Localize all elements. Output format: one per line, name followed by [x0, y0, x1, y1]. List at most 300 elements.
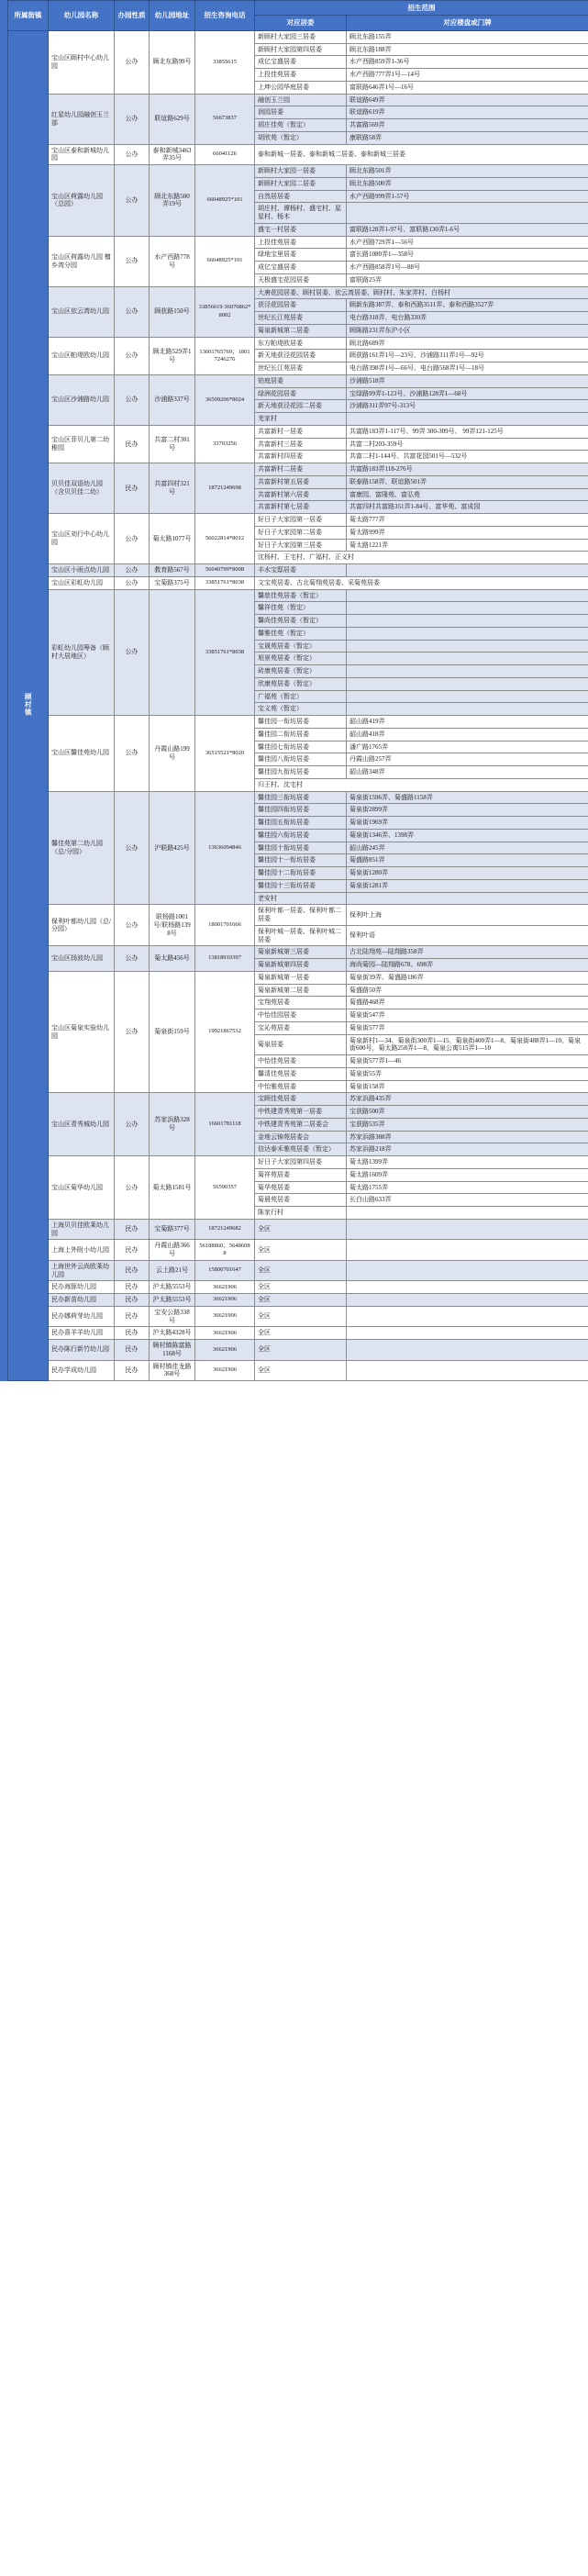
juwei-cell: 世纪长江苑居委	[255, 362, 347, 375]
table-row	[8, 463, 588, 476]
scope-cell-merged: 沈杨村、王宅村、广福村、正义村	[255, 552, 588, 564]
table-row	[8, 286, 588, 299]
building-cell: 水产西路859弄1-36号	[347, 56, 588, 69]
building-cell: 共富二村1-144号、共富花园501号—532号	[347, 451, 588, 463]
building-cell: 韶山路348弄	[347, 766, 588, 779]
nature-cell: 公办	[115, 165, 150, 237]
kindergarten-name-cell: 宝山区依云湾幼儿园	[49, 286, 115, 337]
building-cell	[347, 1340, 588, 1361]
juwei-cell: 宝义苑（暂定）	[255, 703, 347, 716]
scope-cell-merged: 归王村、沈宅村	[255, 778, 588, 791]
building-cell	[347, 1219, 588, 1240]
building-cell: 水产西路777弄1号—14号	[347, 69, 588, 82]
kindergarten-name-cell: 宝山区刘行中心幼儿园	[49, 514, 115, 564]
juwei-cell: 天极盛宅花园居委	[255, 273, 347, 286]
building-cell	[347, 703, 588, 716]
kindergarten-name-cell: 宝山区帕堤欧幼儿园	[49, 337, 115, 374]
building-cell: 顾北路689弄	[347, 337, 588, 350]
phone-cell: 36621906	[195, 1281, 255, 1294]
table-row	[8, 236, 588, 249]
building-cell: 顾北东路188弄	[347, 43, 588, 56]
building-cell: 菊太路1755弄	[347, 1181, 588, 1194]
building-cell: 电台路318弄、电台路330弄	[347, 312, 588, 325]
phone-cell: 15800701647	[195, 1260, 255, 1281]
building-cell: 韶山路418弄	[347, 728, 588, 741]
kindergarten-name-cell: 宝山区荷露幼儿园 檀乡湾分园	[49, 236, 115, 286]
scope-cell-merged: 泰和新城一居委、泰和新城二居委、泰和新城三居委	[255, 144, 588, 165]
juwei-cell: 全区	[255, 1240, 347, 1261]
scope-cell-merged: 文宝苑居委、古北菊翔苑居委、采菊苑居委	[255, 576, 588, 589]
table-row	[8, 144, 588, 165]
building-cell: 共富路183弄1-117号、99弄 300-309号、 99弄121-125号	[347, 425, 588, 438]
header-street: 所属街镇	[8, 1, 49, 31]
juwei-cell: 菊泉居委	[255, 1034, 347, 1055]
juwei-cell: 菊晨苑居委	[255, 1194, 347, 1207]
phone-cell: 66041126	[195, 144, 255, 165]
table-row	[8, 946, 588, 959]
juwei-cell: 胡欣苑（暂定）	[255, 131, 347, 144]
table-row	[8, 1340, 588, 1361]
kindergarten-name-cell: 宝山区泰和新城幼儿园	[49, 144, 115, 165]
table-row	[8, 337, 588, 350]
building-cell	[347, 892, 588, 905]
phone-cell: 36621906	[195, 1294, 255, 1307]
phone-cell: 36515521*8020	[195, 716, 255, 792]
juwei-cell: 欣康苑居委（暂定）	[255, 677, 347, 690]
building-cell: 共富二村203-359号	[347, 438, 588, 451]
building-cell	[347, 413, 588, 426]
building-cell	[347, 677, 588, 690]
phone-cell: 33851761*8038	[195, 576, 255, 589]
kindergarten-name-cell: 宝山区顾村中心幼儿园	[49, 30, 115, 94]
address-cell: 顾北路529弄1号	[150, 337, 195, 374]
nature-cell: 公办	[115, 514, 150, 564]
building-cell: 共富路183弄118-276号	[347, 463, 588, 476]
juwei-cell: 好日子大家园第四居委	[255, 1156, 347, 1169]
juwei-cell: 中怡雅苑居委	[255, 1080, 347, 1093]
kindergarten-name-cell: 民办新苗幼儿园	[49, 1294, 115, 1307]
building-cell	[347, 690, 588, 703]
juwei-cell: 成亿宝盛居委	[255, 56, 347, 69]
table-row	[8, 1294, 588, 1307]
building-cell: 共富四村共富路351弄1-84号、富华苑、富成园	[347, 501, 588, 514]
nature-cell: 公办	[115, 791, 150, 905]
juwei-cell: 丰水宝邸居委	[255, 564, 347, 577]
nature-cell: 民办	[115, 425, 150, 463]
building-cell: 水产西路858弄1号—88号	[347, 262, 588, 274]
juwei-cell: 新顾村大家园三居委	[255, 30, 347, 43]
kindergarten-name-cell: 民办学成幼儿园	[49, 1360, 115, 1381]
building-cell	[347, 203, 588, 224]
header-phone: 招生咨询电话	[195, 1, 255, 31]
address-cell: 共富二村301号	[150, 425, 195, 463]
juwei-cell: 馨佳园三衔坊居委	[255, 791, 347, 804]
juwei-cell: 馨佳园十三衔坊居委	[255, 879, 347, 892]
building-cell: 电台路398弄1号—66号、电台路568弄1号—18号	[347, 362, 588, 375]
juwei-cell: 共富新村一居委	[255, 425, 347, 438]
address-cell: 云上路21号	[150, 1260, 195, 1281]
building-cell	[347, 1207, 588, 1220]
juwei-cell: 金地云锦苑居委会	[255, 1131, 347, 1143]
phone-cell: 19921867532	[195, 971, 255, 1093]
address-cell: 沪联路425号	[150, 791, 195, 905]
building-cell	[347, 1240, 588, 1261]
nature-cell: 公办	[115, 374, 150, 425]
building-cell	[347, 1306, 588, 1327]
kindergarten-name-cell: 宝山区馨佳苑幼儿园	[49, 716, 115, 792]
nature-cell: 公办	[115, 946, 150, 972]
building-cell: 菊盛路468弄	[347, 997, 588, 1009]
address-cell: 菊太路456号	[150, 946, 195, 972]
nature-cell: 公办	[115, 144, 150, 165]
building-cell: 菊泉街55弄	[347, 1067, 588, 1080]
phone-cell: 56188860；56486088	[195, 1240, 255, 1261]
building-cell: 菊泉街1969弄	[347, 817, 588, 830]
building-cell: 韶山路419弄	[347, 716, 588, 729]
building-cell: 菊泉新村1—34、菊泉街300弄1—15、菊泉街400弄1—8、菊泉街488弄1—10、菊泉街600号，菊太路258弄1—8、菊泉公寓515弄1—10	[347, 1034, 588, 1055]
nature-cell: 民办	[115, 1327, 150, 1340]
juwei-cell: 全区	[255, 1281, 347, 1294]
table-row	[8, 589, 588, 602]
table-row	[8, 576, 588, 589]
building-cell: 丹霞山路257弄	[347, 753, 588, 766]
kindergarten-name-cell: 上海上外附小幼儿园	[49, 1240, 115, 1261]
building-cell	[347, 1327, 588, 1340]
building-cell: 苏家浜路435弄	[347, 1093, 588, 1106]
address-cell: 共富四村321号	[150, 463, 195, 514]
building-cell: 顾北东路155弄	[347, 30, 588, 43]
juwei-cell: 全区	[255, 1219, 347, 1240]
nature-cell: 公办	[115, 1093, 150, 1156]
nature-cell: 公办	[115, 576, 150, 589]
table-row	[8, 165, 588, 178]
address-cell: 菊泉街159号	[150, 971, 195, 1093]
building-cell	[347, 589, 588, 602]
juwei-cell: 胡庄佳苑（暂定）	[255, 119, 347, 132]
building-cell: 长白山路633弄	[347, 1194, 588, 1207]
address-cell: 宝菊路377号	[150, 1219, 195, 1240]
kindergarten-enrollment-table	[7, 0, 588, 1381]
address-cell: 沪太路4328号	[150, 1327, 195, 1340]
building-cell: 富康园、富隆苑、富弘苑	[347, 488, 588, 501]
juwei-cell: 中铁建青秀苑第二居委会	[255, 1118, 347, 1131]
juwei-cell: 馨清佳苑居委	[255, 1067, 347, 1080]
address-cell	[150, 589, 195, 716]
table-row	[8, 1240, 588, 1261]
kindergarten-name-cell: 民办娜荷芽幼儿园	[49, 1306, 115, 1327]
address-cell: 联杨路1001号/联杨路1398号	[150, 905, 195, 946]
building-cell: 水产西路729弄1—56号	[347, 236, 588, 249]
phone-cell: 36621906	[195, 1306, 255, 1327]
building-cell: 沙浦路518弄	[347, 374, 588, 387]
phone-cell: 16601781118	[195, 1093, 255, 1156]
table-row	[8, 1360, 588, 1381]
juwei-cell: 馨佳园五衔坊居委	[255, 817, 347, 830]
nature-cell: 公办	[115, 94, 150, 144]
juwei-cell: 馨佳园十衔坊居委	[255, 842, 347, 854]
juwei-cell: 中怡佳园居委	[255, 1009, 347, 1022]
building-cell: 海尚菊园—陆翔路678、698弄	[347, 959, 588, 972]
juwei-cell: 馨佳园四衔坊居委	[255, 804, 347, 817]
phone-cell: 56590357	[195, 1156, 255, 1220]
phone-cell: 66048925*101	[195, 165, 255, 237]
kindergarten-name-cell: 宝山区小雨点幼儿园	[49, 564, 115, 577]
nature-cell: 公办	[115, 236, 150, 286]
address-cell: 丹霞山路366号	[150, 1240, 195, 1261]
address-cell: 联谊路629号	[150, 94, 195, 144]
juwei-cell: 馨佳园二衔坊居委	[255, 728, 347, 741]
juwei-cell: 全区	[255, 1260, 347, 1281]
phone-cell: 33856619 36070862*8002	[195, 286, 255, 337]
juwei-cell: 获泾花园居委	[255, 299, 347, 312]
nature-cell: 公办	[115, 1156, 150, 1220]
street-cell	[8, 30, 49, 1380]
building-cell: 宝获路500弄	[347, 1106, 588, 1119]
phone-cell: 33855615	[195, 30, 255, 94]
kindergarten-name-cell: 民办陈行新竹幼儿园	[49, 1340, 115, 1361]
nature-cell: 民办	[115, 1360, 150, 1381]
nature-cell: 公办	[115, 30, 150, 94]
juwei-cell: 新天地获泾花园居委	[255, 350, 347, 362]
address-cell: 丹霞山路199号	[150, 716, 195, 792]
juwei-cell: 共富新村第七居委	[255, 501, 347, 514]
header-building: 对应楼盘或门牌	[347, 16, 588, 30]
phone-cell: 13636094846	[195, 791, 255, 905]
table-row	[8, 1093, 588, 1106]
juwei-cell: 共富新村四居委	[255, 451, 347, 463]
building-cell: 潘广路1765弄	[347, 741, 588, 753]
building-cell: 顾陈路231弄东沪小区	[347, 324, 588, 337]
kindergarten-name-cell: 保利叶都幼儿园（总/分园）	[49, 905, 115, 946]
juwei-cell: 共富新村二居委	[255, 463, 347, 476]
juwei-cell: 菊泉新城第二居委	[255, 984, 347, 997]
header-nature: 办园性质	[115, 1, 150, 31]
building-cell: 古北陆翔苑—陆翔路358弄	[347, 946, 588, 959]
header-scope: 招生范围	[255, 1, 588, 16]
address-cell: 顾北东路500弄19号	[150, 165, 195, 237]
phone-cell: 18001701666	[195, 905, 255, 946]
building-cell: 苏家浜路388弄	[347, 1131, 588, 1143]
juwei-cell: 融创玉兰园	[255, 94, 347, 106]
juwei-cell: 宝翔苑居委	[255, 997, 347, 1009]
building-cell	[347, 564, 588, 577]
kindergarten-name-cell: 宝山区沙浦路幼儿园	[49, 374, 115, 425]
address-cell: 顾村镇佳龙路368号	[150, 1360, 195, 1381]
phone-cell: 13818910397	[195, 946, 255, 972]
juwei-cell: 润园居委	[255, 106, 347, 119]
address-cell: 沪太路5553号	[150, 1294, 195, 1307]
address-cell: 苏家浜路328号	[150, 1093, 195, 1156]
table-row	[8, 94, 588, 106]
street-label: 顾村镇	[24, 692, 33, 717]
building-cell	[347, 627, 588, 640]
phone-cell: 33851761*8038	[195, 589, 255, 716]
kindergarten-name-cell: 民办海豚幼儿园	[49, 1281, 115, 1294]
table-header	[8, 1, 588, 31]
address-cell: 沙浦路337号	[150, 374, 195, 425]
building-cell: 富联路25弄	[347, 273, 588, 286]
juwei-cell: 共富新村三居委	[255, 438, 347, 451]
juwei-cell: 老安村	[255, 892, 347, 905]
table-row	[8, 1281, 588, 1294]
building-cell: 菊盛路50弄	[347, 984, 588, 997]
building-cell: 共富路569弄	[347, 119, 588, 132]
building-cell: 韶山路245弄	[347, 842, 588, 854]
building-cell: 菊泉街1346弄、1398弄	[347, 829, 588, 842]
building-cell: 沙浦路311弄97号-313号	[347, 400, 588, 413]
juwei-cell: 上投佳苑居委	[255, 69, 347, 82]
juwei-cell: 馨雅佳苑（暂定）	[255, 627, 347, 640]
building-cell: 菊泉街1280弄	[347, 867, 588, 880]
phone-cell: 56022814*8012	[195, 514, 255, 564]
juwei-cell: 好日子大家园第三居委	[255, 539, 347, 552]
juwei-cell: 宝顾佳苑居委	[255, 1093, 347, 1106]
kindergarten-name-cell: 宝山区菲贝儿第二幼稚园	[49, 425, 115, 463]
juwei-cell: 胡庄村、谭杨村、盛宅村、星星村、杨木	[255, 203, 347, 224]
building-cell	[347, 1360, 588, 1381]
address-cell: 菊太路1077号	[150, 514, 195, 564]
juwei-cell: 宝沁苑居委	[255, 1021, 347, 1034]
phone-cell: 36509206*8024	[195, 374, 255, 425]
table-row	[8, 425, 588, 438]
kindergarten-name-cell: 民办喜羊羊幼儿园	[49, 1327, 115, 1340]
juwei-cell: 中铁建青秀苑第一居委	[255, 1106, 347, 1119]
juwei-cell: 馨佳园十一衔坊居委	[255, 854, 347, 867]
building-cell: 菊太路1399弄	[347, 1156, 588, 1169]
juwei-cell: 宝晟苑居委（暂定）	[255, 640, 347, 652]
building-cell: 菊泉街547弄	[347, 1009, 588, 1022]
building-cell	[347, 1294, 588, 1307]
building-cell: 联谊路649弄	[347, 94, 588, 106]
nature-cell: 公办	[115, 971, 150, 1093]
phone-cell: 36621906	[195, 1327, 255, 1340]
building-cell: 水产西路999弄1-57号	[347, 190, 588, 203]
juwei-cell: 新顾村大家园一居委	[255, 165, 347, 178]
juwei-cell: 保利叶都一居委、保利叶都二居委	[255, 905, 347, 926]
juwei-cell: 成亿宝盛居委	[255, 262, 347, 274]
header-address: 幼儿园地址	[150, 1, 195, 31]
building-cell: 菊泉街1596弄、菊盛路1158弄	[347, 791, 588, 804]
juwei-cell: 保利叶城一居委、保利叶城二居委	[255, 925, 347, 946]
juwei-cell: 好日子大家园第二居委	[255, 526, 347, 539]
building-cell: 顾新东路387弄、泰和西路3511弄、泰和西路3527弄	[347, 299, 588, 312]
table-row	[8, 374, 588, 387]
building-cell: 苏家浜路218弄	[347, 1143, 588, 1156]
juwei-cell: 菊泉新城第一居委	[255, 971, 347, 984]
kindergarten-name-cell: 馨佳苑第二幼儿园 （总/分园）	[49, 791, 115, 905]
juwei-cell: 共富新村第五居委	[255, 475, 347, 488]
table-row	[8, 1156, 588, 1169]
juwei-cell: 馨尚佳苑居委（暂定）	[255, 615, 347, 628]
phone-cell: 18721249698	[195, 463, 255, 514]
kindergarten-name-cell: 上海世外云尚欧莱幼儿园	[49, 1260, 115, 1281]
kindergarten-name-cell: 宝山区菊华幼儿园	[49, 1156, 115, 1220]
juwei-cell: 绿洲花园居委	[255, 387, 347, 400]
phone-cell: 66048925*101	[195, 236, 255, 286]
nature-cell: 公办	[115, 286, 150, 337]
nature-cell: 公办	[115, 337, 150, 374]
juwei-cell: 旭景苑居委（暂定）	[255, 652, 347, 665]
building-cell: 富长路1080弄1—358号	[347, 249, 588, 262]
kindergarten-name-cell: 贝贝佳双语幼儿园 （含贝贝佳二幼）	[49, 463, 115, 514]
building-cell: 菊太路1221弄	[347, 539, 588, 552]
building-cell: 联谊路619弄	[347, 106, 588, 119]
juwei-cell: 绿地宝里居委	[255, 249, 347, 262]
juwei-cell: 全区	[255, 1360, 347, 1381]
address-cell: 沪太路5553号	[150, 1281, 195, 1294]
juwei-cell: 馨佳园九衔坊居委	[255, 766, 347, 779]
juwei-cell: 自然居居委	[255, 190, 347, 203]
nature-cell: 民办	[115, 1306, 150, 1327]
nature-cell: 公办	[115, 716, 150, 792]
juwei-cell: 全区	[255, 1340, 347, 1361]
building-cell: 菊太路999弄	[347, 526, 588, 539]
scope-cell-merged: 大唐花园居委、顾村居委、依云湾居委、顾村村、朱家弄村、白杨村	[255, 286, 588, 299]
building-cell: 保利叶上海	[347, 905, 588, 926]
juwei-cell: 新顾村大家园二居委	[255, 177, 347, 190]
juwei-cell: 馨佳园一衔坊居委	[255, 716, 347, 729]
building-cell: 顾获路161弄1号—23号、沙浦路311弄1号—92号	[347, 350, 588, 362]
juwei-cell: 铂庭居委	[255, 374, 347, 387]
address-cell: 顾北东路99号	[150, 30, 195, 94]
phone-cell: 13601765769；18017246276	[195, 337, 255, 374]
address-cell: 教育路567号	[150, 564, 195, 577]
building-cell: 菊太路777弄	[347, 514, 588, 527]
juwei-cell: 全区	[255, 1294, 347, 1307]
nature-cell: 公办	[115, 905, 150, 946]
juwei-cell: 菊祥苑居委	[255, 1168, 347, 1181]
table-row	[8, 1327, 588, 1340]
kindergarten-name-cell: 宝山区青秀城幼儿园	[49, 1093, 115, 1156]
juwei-cell: 菊华苑居委	[255, 1181, 347, 1194]
building-cell: 富联路646弄1号—16号	[347, 81, 588, 94]
juwei-cell: 馨佳园八衔坊居委	[255, 753, 347, 766]
juwei-cell: 陈家行村	[255, 1207, 347, 1220]
table-row	[8, 564, 588, 577]
juwei-cell: 馨祥佳苑（暂定）	[255, 602, 347, 615]
phone-cell: 36621906	[195, 1360, 255, 1381]
juwei-cell: 上投佳苑居委	[255, 236, 347, 249]
building-cell	[347, 602, 588, 615]
nature-cell: 民办	[115, 463, 150, 514]
building-cell: 宝获路535弄	[347, 1118, 588, 1131]
kindergarten-name-cell: 宝山区荷露幼儿园（总园）	[49, 165, 115, 237]
header-row-1	[8, 1, 588, 16]
building-cell: 宝绿路99弄1-123号、沙浦路128弄1—68号	[347, 387, 588, 400]
juwei-cell: 馨佳园六衔坊居委	[255, 829, 347, 842]
building-cell: 联泰路158弄、联谊路501弄	[347, 475, 588, 488]
kindergarten-name-cell: 上海贝贝佳欧莱幼儿园	[49, 1219, 115, 1240]
kindergarten-name-cell: 红星幼儿园融创玉兰部	[49, 94, 115, 144]
phone-cell: 36621906	[195, 1340, 255, 1361]
building-cell: 菊泉街158弄	[347, 1080, 588, 1093]
building-cell	[347, 640, 588, 652]
phone-cell: 18721249682	[195, 1219, 255, 1240]
table-body	[8, 30, 588, 1380]
juwei-cell: 信达泰禾雅苑居委（暂定）	[255, 1143, 347, 1156]
juwei-cell: 好日子大家园第一居委	[255, 514, 347, 527]
address-cell: 宝安公路338号	[150, 1306, 195, 1327]
nature-cell: 民办	[115, 1294, 150, 1307]
address-cell: 顾村镇陈富路1168号	[150, 1340, 195, 1361]
kindergarten-name-cell: 彩虹幼儿园筹备（顾村大居地区）	[49, 589, 115, 716]
juwei-cell: 菊泉新城第二居委	[255, 324, 347, 337]
phone-cell: 56040799*8008	[195, 564, 255, 577]
phone-cell: 56673837	[195, 94, 255, 144]
table-row	[8, 514, 588, 527]
juwei-cell: 新天地获泾花园二居委	[255, 400, 347, 413]
phone-cell: 33703256	[195, 425, 255, 463]
